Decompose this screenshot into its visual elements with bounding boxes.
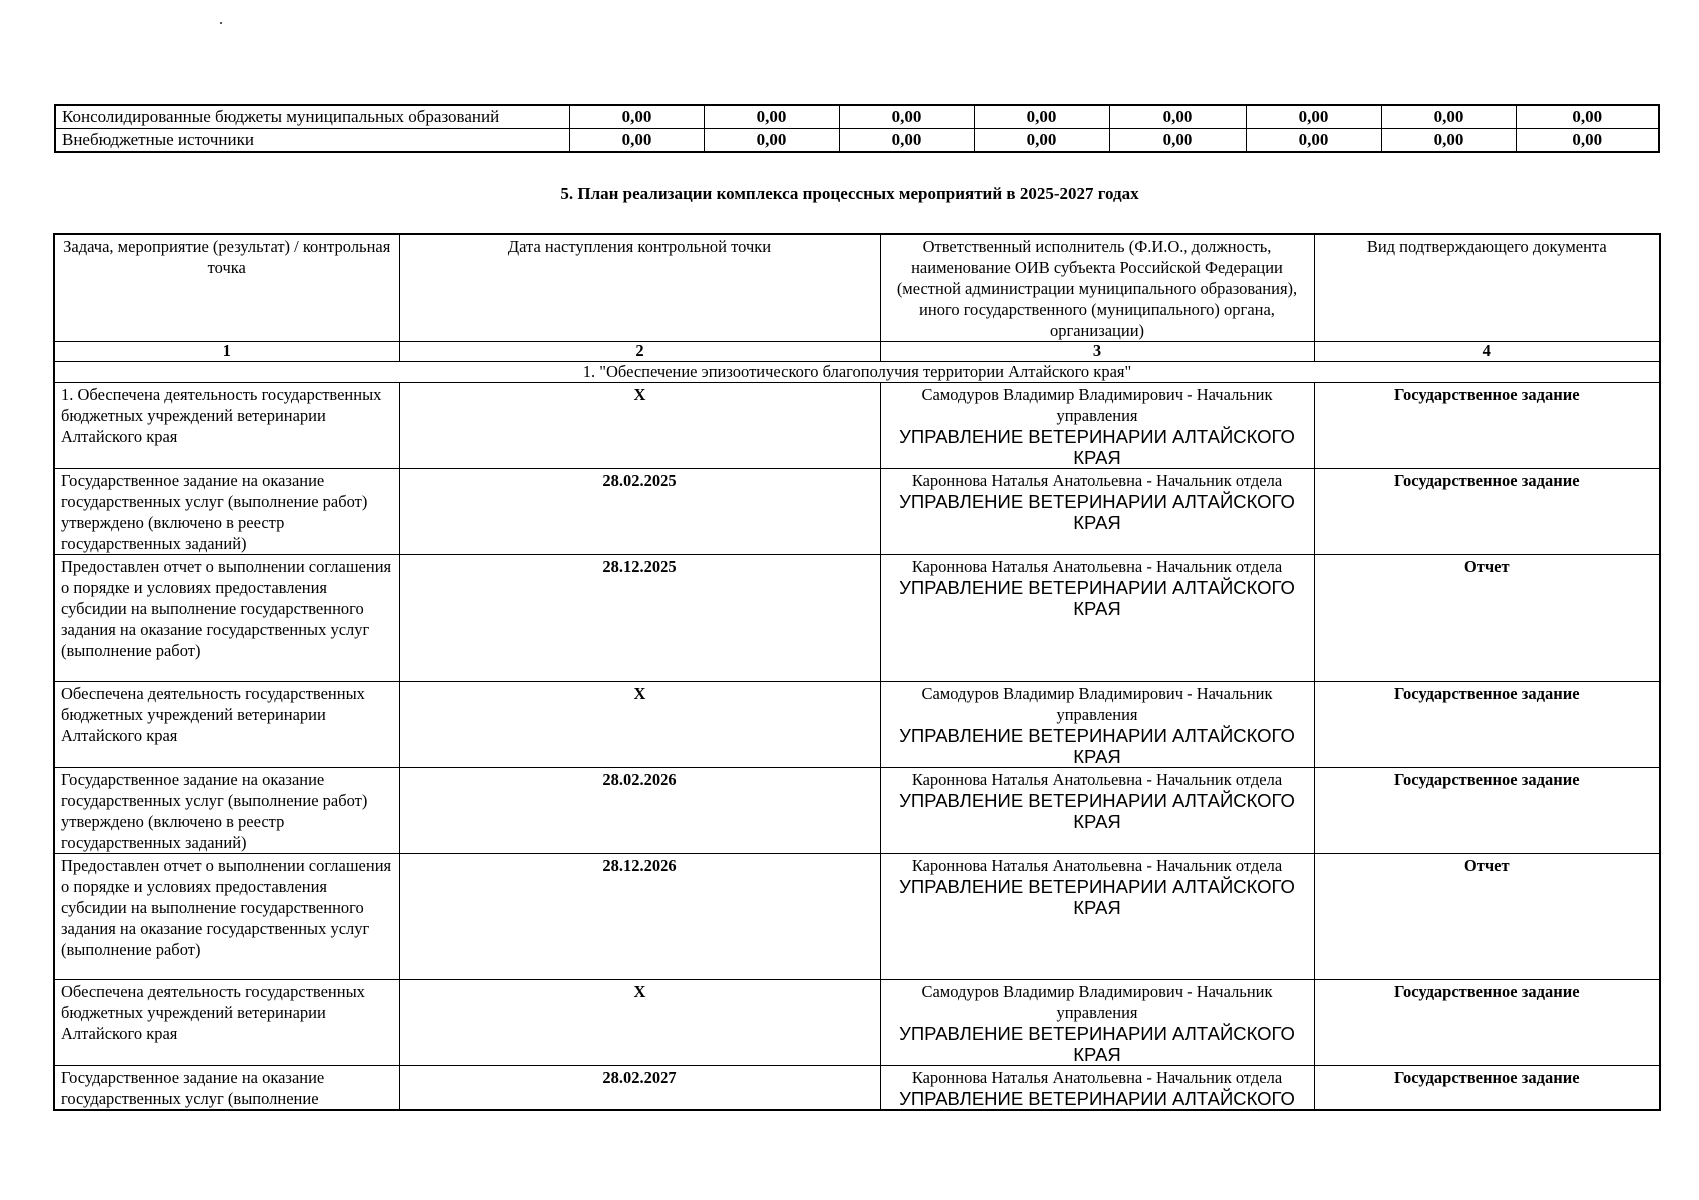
budget-row: [55, 105, 1659, 129]
responsible-org: УПРАВЛЕНИЕ ВЕТЕРИНАРИИ АЛТАЙСКОГО КРАЯ: [899, 876, 1295, 918]
control-date: X: [399, 383, 880, 469]
header-task: Задача, мероприятие (результат) / контрольная точка: [54, 234, 399, 342]
responsible-person: Кароннова Наталья Анатольевна - Начальник отдела: [911, 1068, 1283, 1087]
budget-value: 0,00: [839, 129, 974, 153]
plan-row: [54, 1066, 1660, 1111]
document-type: Государственное задание: [1314, 980, 1660, 1066]
event-name: Предоставлен отчет о выполнении соглашения о порядке и условиях предоставления субсидии на выполнение государственного задания на оказание государственных услуг (выполнение работ): [54, 854, 399, 980]
responsible-org: УПРАВЛЕНИЕ ВЕТЕРИНАРИИ АЛТАЙСКОГО КРАЯ: [899, 491, 1295, 533]
document-type: Государственное задание: [1314, 1066, 1660, 1111]
plan-header-row: [54, 234, 1660, 342]
budget-row-label: Внебюджетные источники: [55, 129, 569, 153]
event-name: Обеспечена деятельность государственных бюджетных учреждений ветеринарии Алтайского края: [54, 980, 399, 1066]
plan-row: [54, 555, 1660, 682]
control-date: X: [399, 682, 880, 768]
document-type: Государственное задание: [1314, 682, 1660, 768]
responsible-cell: [880, 555, 1314, 682]
column-number: 1: [54, 342, 399, 362]
scan-speck: [220, 22, 222, 24]
column-number: 4: [1314, 342, 1660, 362]
responsible-org: УПРАВЛЕНИЕ ВЕТЕРИНАРИИ АЛТАЙСКОГО КРАЯ: [899, 790, 1295, 832]
header-document: Вид подтверждающего документа: [1314, 234, 1660, 342]
responsible-cell: [880, 469, 1314, 555]
section-title: 5. План реализации комплекса процессных мероприятий в 2025-2027 годах: [560, 184, 1139, 203]
responsible-person: Кароннова Наталья Анатольевна - Начальник отдела: [911, 557, 1283, 576]
event-name: Обеспечена деятельность государственных бюджетных учреждений ветеринарии Алтайского края: [54, 682, 399, 768]
column-number: 2: [399, 342, 880, 362]
budget-row-label: Консолидированные бюджеты муниципальных образований: [55, 105, 569, 129]
budget-value: 0,00: [1246, 105, 1381, 129]
plan-row: [54, 469, 1660, 555]
event-name: Государственное задание на оказание государственных услуг (выполнение: [54, 1066, 399, 1111]
responsible-person: Самодуров Владимир Владимирович - Начальник управления: [921, 385, 1273, 425]
budget-value: 0,00: [569, 105, 704, 129]
event-name: 1. Обеспечена деятельность государственных бюджетных учреждений ветеринарии Алтайского края: [54, 383, 399, 469]
budget-value: 0,00: [1246, 129, 1381, 153]
responsible-org: УПРАВЛЕНИЕ ВЕТЕРИНАРИИ АЛТАЙСКОГО КРАЯ: [899, 426, 1295, 468]
responsible-person: Самодуров Владимир Владимирович - Начальник управления: [921, 684, 1273, 724]
budget-value: 0,00: [1109, 105, 1246, 129]
document-type: Государственное задание: [1314, 768, 1660, 854]
control-date: 28.02.2027: [399, 1066, 880, 1111]
responsible-cell: [880, 682, 1314, 768]
budget-value: 0,00: [1381, 105, 1516, 129]
responsible-cell: [880, 854, 1314, 980]
event-name: Государственное задание на оказание государственных услуг (выполнение работ) утверждено (включено в реестр государственных заданий): [54, 768, 399, 854]
budget-sources-table: [54, 104, 1660, 153]
event-name: Государственное задание на оказание государственных услуг (выполнение работ) утверждено (включено в реестр государственных заданий): [54, 469, 399, 555]
responsible-cell: [880, 383, 1314, 469]
task-title-row: [54, 362, 1660, 383]
budget-value: 0,00: [704, 129, 839, 153]
responsible-org: УПРАВЛЕНИЕ ВЕТЕРИНАРИИ АЛТАЙСКОГО КРАЯ: [899, 577, 1295, 619]
budget-value: 0,00: [974, 129, 1109, 153]
responsible-person: Самодуров Владимир Владимирович - Начальник управления: [921, 982, 1273, 1022]
plan-row: [54, 383, 1660, 469]
control-date: X: [399, 980, 880, 1066]
responsible-org: УПРАВЛЕНИЕ ВЕТЕРИНАРИИ АЛТАЙСКОГО КРАЯ: [899, 725, 1295, 767]
budget-value: 0,00: [974, 105, 1109, 129]
plan-row: [54, 768, 1660, 854]
header-date: Дата наступления контрольной точки: [399, 234, 880, 342]
task-title: 1. "Обеспечение эпизоотического благополучия территории Алтайского края": [54, 362, 1660, 383]
budget-value: 0,00: [1516, 105, 1659, 129]
responsible-cell: [880, 1066, 1314, 1111]
plan-row: [54, 980, 1660, 1066]
plan-row: [54, 854, 1660, 980]
plan-table: [53, 233, 1661, 1111]
budget-value: 0,00: [1381, 129, 1516, 153]
responsible-org: УПРАВЛЕНИЕ ВЕТЕРИНАРИИ АЛТАЙСКОГО: [899, 1088, 1295, 1109]
control-date: 28.12.2026: [399, 854, 880, 980]
control-date: 28.02.2025: [399, 469, 880, 555]
document-type: Государственное задание: [1314, 383, 1660, 469]
event-name: Предоставлен отчет о выполнении соглашения о порядке и условиях предоставления субсидии на выполнение государственного задания на оказание государственных услуг (выполнение работ): [54, 555, 399, 682]
budget-value: 0,00: [839, 105, 974, 129]
control-date: 28.12.2025: [399, 555, 880, 682]
responsible-person: Кароннова Наталья Анатольевна - Начальник отдела: [911, 856, 1283, 875]
column-number-row: [54, 342, 1660, 362]
plan-row: [54, 682, 1660, 768]
responsible-org: УПРАВЛЕНИЕ ВЕТЕРИНАРИИ АЛТАЙСКОГО КРАЯ: [899, 1023, 1295, 1065]
responsible-cell: [880, 980, 1314, 1066]
budget-value: 0,00: [1109, 129, 1246, 153]
document-type: Отчет: [1314, 854, 1660, 980]
responsible-person: Кароннова Наталья Анатольевна - Начальник отдела: [911, 471, 1283, 490]
document-type: Государственное задание: [1314, 469, 1660, 555]
control-date: 28.02.2026: [399, 768, 880, 854]
column-number: 3: [880, 342, 1314, 362]
budget-value: 0,00: [704, 105, 839, 129]
budget-value: 0,00: [569, 129, 704, 153]
responsible-cell: [880, 768, 1314, 854]
document-type: Отчет: [1314, 555, 1660, 682]
header-responsible: Ответственный исполнитель (Ф.И.О., должность, наименование ОИВ субъекта Российской Федерации (местной администрации муниципального образования), иного государственного (муниципального) органа, организации): [880, 234, 1314, 342]
budget-row: [55, 129, 1659, 153]
budget-value: 0,00: [1516, 129, 1659, 153]
responsible-person: Кароннова Наталья Анатольевна - Начальник отдела: [911, 770, 1283, 789]
